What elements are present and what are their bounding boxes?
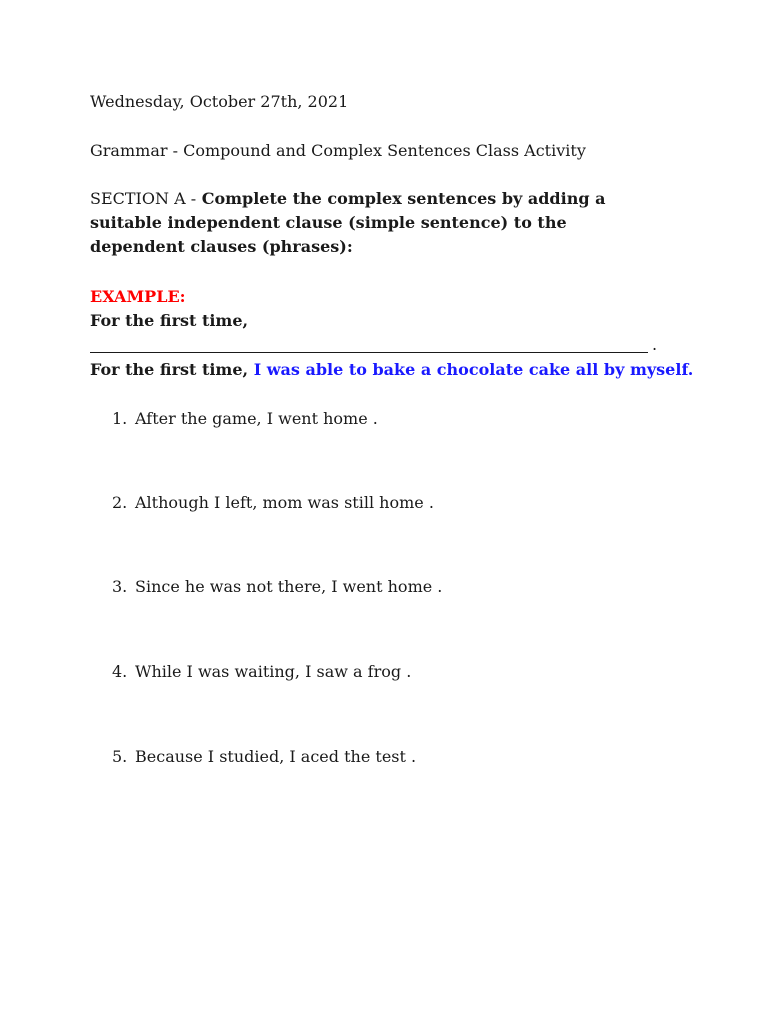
list-item-number: 3. (112, 577, 128, 596)
example-answer-text: I was able to bake a chocolate cake all by myself. (253, 360, 694, 379)
list-item (112, 575, 442, 599)
example-label: EXAMPLE: (90, 287, 186, 306)
list-item-text: After the game, I went home . (135, 409, 378, 428)
example-prompt: For the first time, (90, 311, 249, 330)
list-item (112, 660, 411, 684)
example-blank-row (90, 333, 660, 357)
list-item-number: 1. (112, 409, 128, 428)
list-item (112, 745, 416, 769)
section-a-instruction-text: Complete the complex sentences by adding a suitable independent clause (simple sentence) to the dependent clauses (phrases): (90, 189, 606, 256)
list-item (112, 491, 434, 515)
list-item (112, 407, 378, 431)
date-line: Wednesday, October 27th, 2021 (90, 92, 349, 111)
subject-line: Grammar - Compound and Complex Sentences Class Activity (90, 141, 586, 160)
section-a-instructions (90, 187, 650, 259)
example-blank-period: . (652, 335, 658, 354)
list-item-number: 4. (112, 662, 128, 681)
example-blank-line (90, 352, 648, 353)
list-item-text: Because I studied, I aced the test . (135, 747, 417, 766)
list-item-number: 2. (112, 493, 128, 512)
example-answer-prefix: For the first time, (90, 360, 249, 379)
list-item-number: 5. (112, 747, 128, 766)
list-item-text: Since he was not there, I went home . (135, 577, 443, 596)
list-item-text: Although I left, mom was still home . (135, 493, 434, 512)
list-item-text: While I was waiting, I saw a frog . (135, 662, 412, 681)
section-a-label: SECTION A - (90, 189, 197, 208)
example-answer (90, 358, 693, 382)
